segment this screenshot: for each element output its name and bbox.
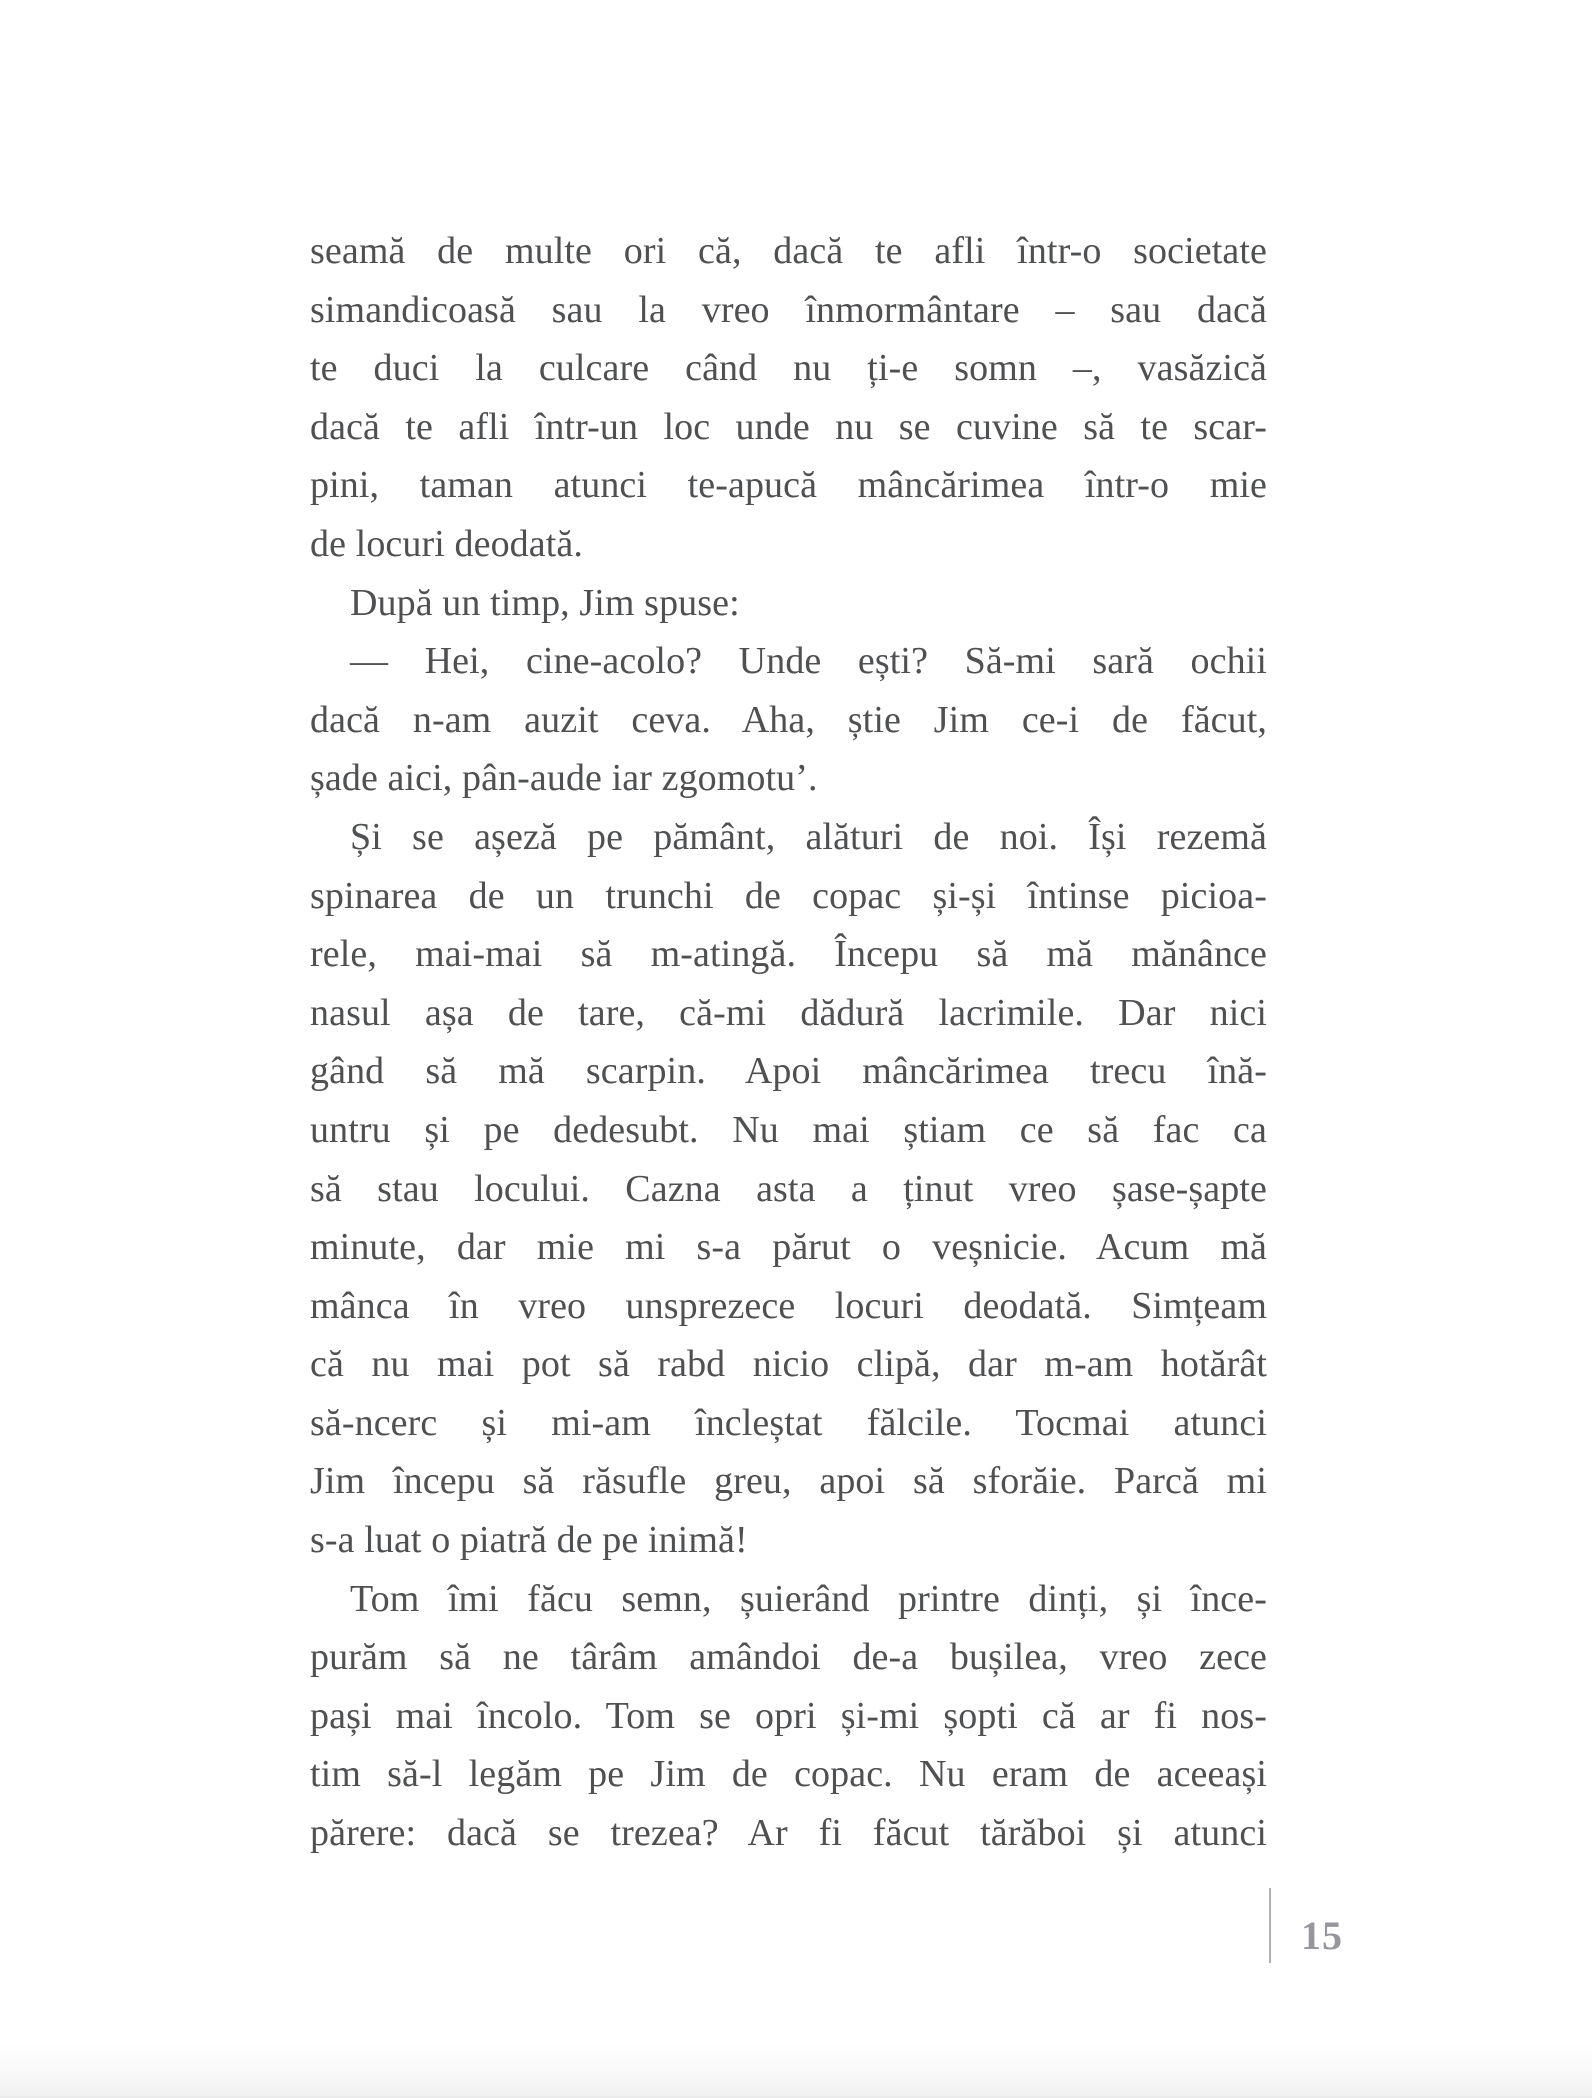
text-line: te duci la culcare când nu ți-e somn –, vasăzică (310, 347, 1267, 390)
page-text (310, 222, 1267, 1863)
text-line: După un timp, Jim spuse: (350, 581, 740, 624)
text-line: de locuri deodată. (310, 522, 583, 565)
text-line: — Hei, cine-acolo? Unde ești? Să-mi sară ochii (350, 640, 1267, 683)
text-line: dacă te afli într-un loc unde nu se cuvine să te scar- (310, 405, 1267, 448)
page-number: 15 (1301, 1913, 1343, 1958)
text-line: pini, taman atunci te-apucă mâncărimea într-o mie (310, 464, 1267, 507)
page-edge-shadow (0, 2042, 1592, 2098)
text-line: dacă n-am auzit ceva. Aha, știe Jim ce-i de făcut, (310, 698, 1267, 741)
text-line: minute, dar mie mi s-a părut o veșnicie. Acum mă (310, 1226, 1267, 1269)
text-line: că nu mai pot să rabd nicio clipă, dar m-am hotărât (310, 1343, 1267, 1386)
text-line: s-a luat o piatră de pe inimă! (310, 1519, 748, 1562)
text-line: părere: dacă se trezea? Ar fi făcut tărăboi și atunci (310, 1812, 1267, 1855)
text-line: pași mai încolo. Tom se opri și-mi șopti că ar fi nos- (310, 1694, 1267, 1737)
text-line: șade aici, pân-aude iar zgomotu’. (310, 757, 818, 800)
text-line: untru și pe dedesubt. Nu mai știam ce să fac ca (310, 1108, 1267, 1151)
folio-divider-line (1269, 1888, 1271, 1963)
text-line: spinarea de un trunchi de copac și-și întinse picioa- (310, 874, 1267, 917)
text-line: nasul așa de tare, că-mi dădură lacrimile. Dar nici (310, 991, 1267, 1034)
text-line: seamă de multe ori că, dacă te afli într-o societate (310, 230, 1267, 272)
text-line: Și se așeză pe pământ, alături de noi. Își rezemă (350, 815, 1267, 858)
text-line: să-ncerc și mi-am încleștat fălcile. Tocmai atunci (310, 1401, 1267, 1444)
text-line: simandicoasă sau la vreo înmormântare – sau dacă (310, 288, 1267, 331)
text-line: tim să-l legăm pe Jim de copac. Nu eram de aceeași (310, 1753, 1267, 1796)
text-line: gând să mă scarpin. Apoi mâncărimea trecu înă- (310, 1050, 1267, 1093)
text-line: Tom îmi făcu semn, șuierând printre dinți, și înce- (350, 1577, 1267, 1620)
text-line: să stau locului. Cazna asta a ținut vreo șase-șapte (310, 1167, 1267, 1210)
text-line: Jim începu să răsufle greu, apoi să sforăie. Parcă mi (310, 1460, 1267, 1503)
text-line: purăm să ne târâm amândoi de-a bușilea, vreo zece (310, 1636, 1267, 1679)
text-line: rele, mai-mai să m-atingă. Începu să mă mănânce (310, 933, 1267, 976)
text-line: mânca în vreo unsprezece locuri deodată. Simțeam (310, 1284, 1267, 1327)
